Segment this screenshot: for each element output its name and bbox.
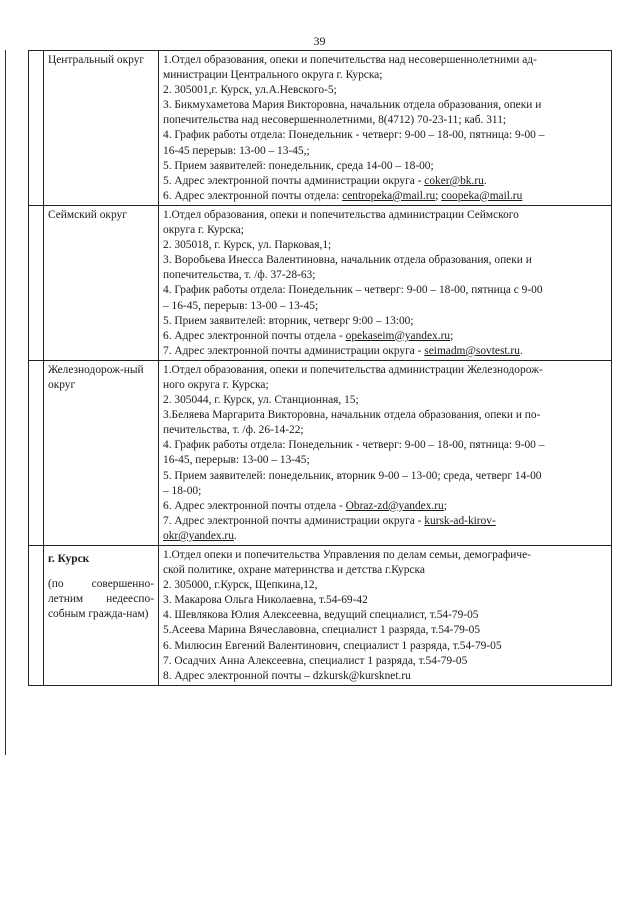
detail-text: 3.Беляева Маргарита Викторовна, начальник отдела образования, опеки и по- [163, 409, 541, 422]
detail-text: 7. Осадчих Анна Алексеевна, специалист 1 разряда, т.54-79-05 [163, 654, 468, 667]
table-row [29, 205, 612, 360]
detail-line [163, 393, 607, 408]
detail-text: 1.Отдел образования, опеки и попечительства администрации Железнодорож- [163, 363, 543, 376]
detail-line [163, 128, 607, 143]
email-link[interactable]: seimadm@sovtest.ru [424, 344, 520, 357]
email-link[interactable]: kursk-ad-kirov- [424, 514, 496, 527]
email-link[interactable]: coker@bk.ru [424, 174, 484, 187]
index-cell [29, 205, 44, 360]
detail-text: 4. График работы отдела: Понедельник – четверг: 9-00 – 18-00, пятница с 9-00 [163, 284, 543, 297]
detail-line [163, 363, 607, 378]
district-name: г. Курск [48, 553, 90, 565]
district-name: Центральный округ [48, 54, 145, 66]
details-cell [159, 51, 612, 206]
detail-text: 6. Адрес электронной почты отдела - [163, 499, 346, 512]
district-name: Сеймский округ [48, 208, 127, 221]
detail-text: ; [443, 499, 447, 512]
detail-text: 6. Милюсин Евгений Валентинович, специалист 1 разряда, т.54-79-05 [163, 639, 502, 652]
detail-text: 2. 305018, г. Курск, ул. Парковая,1; [163, 239, 332, 252]
detail-text: 2. 305000, г.Курск, Щепкина,12, [163, 579, 318, 592]
detail-text: ного округа г. Курска; [163, 378, 269, 391]
detail-text: ской политике, охране материнства и детства г.Курска [163, 564, 425, 577]
detail-text: 4. График работы отдела: Понедельник - четверг: 9-00 – 18-00, пятница: 9-00 – [163, 129, 545, 142]
detail-line [163, 529, 607, 544]
detail-text: печительства, т. /ф. 26-14-22; [163, 424, 304, 437]
email-link[interactable]: Obraz-zd@yandex.ru [345, 499, 444, 512]
detail-line [163, 438, 607, 453]
detail-line [163, 639, 607, 654]
district-cell [44, 205, 159, 360]
detail-line [163, 189, 607, 204]
email-link[interactable]: opekaseim@yandex.ru [345, 329, 451, 342]
table-row [29, 51, 612, 206]
detail-line [163, 514, 607, 529]
detail-text: . [483, 174, 487, 187]
table-row [29, 360, 612, 545]
detail-line [163, 329, 607, 344]
district-cell [44, 51, 159, 206]
detail-line [163, 608, 607, 623]
detail-line [163, 83, 607, 98]
detail-line [163, 98, 607, 113]
detail-line [163, 159, 607, 174]
detail-line [163, 578, 607, 593]
contacts-table [28, 50, 612, 686]
detail-text: округа г. Курска; [163, 224, 244, 237]
detail-text: 7. Адрес электронной почты администрации округа - [163, 344, 425, 357]
detail-line [163, 548, 607, 563]
detail-line [163, 113, 607, 128]
detail-line [163, 469, 607, 484]
detail-text: 3. Макарова Ольга Николаевна, т.54-69-42 [163, 594, 368, 607]
detail-line [163, 669, 607, 684]
detail-line [163, 268, 607, 283]
detail-line [163, 484, 607, 499]
detail-text: 4. Шевлякова Юлия Алексеевна, ведущий специалист, т.54-79-05 [163, 609, 479, 622]
district-name: Железнодорож-ный округ [48, 363, 144, 391]
detail-text: 4. График работы отдела: Понедельник - четверг: 9-00 – 18-00, пятница: 9-00 – [163, 439, 545, 452]
index-cell [29, 51, 44, 206]
contacts-table-container [28, 50, 612, 686]
detail-text: 7. Адрес электронной почты администрации округа - [163, 514, 425, 527]
detail-text: 16-45 перерыв: 13-00 – 13-45,; [163, 144, 310, 157]
table-row [29, 546, 612, 686]
detail-line [163, 223, 607, 238]
detail-line [163, 593, 607, 608]
detail-text: – 16-45, перерыв: 13-00 – 13-45; [163, 299, 319, 312]
detail-line [163, 174, 607, 189]
detail-text: 3. Воробьева Инесса Валентиновна, начальник отдела образования, опеки и [163, 254, 532, 267]
detail-text: 5. Прием заявителей: вторник, четверг 9:00 – 13:00; [163, 314, 414, 327]
detail-text: 6. Адрес электронной почты отдела - [163, 329, 346, 342]
detail-line [163, 314, 607, 329]
table-body [29, 51, 612, 686]
detail-text: попечительства, т. /ф. 37-28-63; [163, 269, 316, 282]
detail-line [163, 654, 607, 669]
detail-text: . [519, 344, 523, 357]
detail-line [163, 68, 607, 83]
detail-text: . [233, 529, 237, 542]
detail-line [163, 208, 607, 223]
index-cell [29, 360, 44, 545]
email-link[interactable]: centropeka@mail.ru [342, 189, 436, 202]
detail-line [163, 499, 607, 514]
detail-text: 5. Прием заявителей: понедельник, среда 14-00 – 18-00; [163, 159, 434, 172]
detail-text: 6. Адрес электронной почты отдела: [163, 189, 343, 202]
detail-text: 2. 305044, г. Курск, ул. Станционная, 15; [163, 394, 359, 407]
district-cell [44, 360, 159, 545]
page-number: 39 [313, 34, 326, 48]
details-cell [159, 360, 612, 545]
detail-line [163, 238, 607, 253]
detail-line [163, 344, 607, 359]
details-cell [159, 546, 612, 686]
detail-text: 16-45, перерыв: 13-00 – 13-45; [163, 454, 310, 467]
detail-line [163, 299, 607, 314]
email-link[interactable]: coopeka@mail.ru [441, 189, 523, 202]
detail-line [163, 423, 607, 438]
detail-line [163, 283, 607, 298]
detail-line [163, 408, 607, 423]
detail-text: 5.Асеева Марина Вячеславовна, специалист 1 разряда, т.54-79-05 [163, 624, 481, 637]
detail-text: 1.Отдел опеки и попечительства Управления по делам семьи, демографиче- [163, 549, 531, 561]
detail-line [163, 623, 607, 638]
detail-text: 3. Бикмухаметова Мария Викторовна, начальник отдела образования, опеки и [163, 99, 542, 112]
detail-line [163, 563, 607, 578]
email-link[interactable]: okr@yandex.ru [163, 529, 234, 542]
district-note: (по совершенно-летним недееспо-собным гражда-нам) [48, 578, 154, 621]
detail-text: – 18-00; [163, 484, 202, 497]
detail-text: 2. 305001,г. Курск, ул.А.Невского-5; [163, 84, 337, 97]
margin-rule [5, 50, 6, 755]
detail-text: 5. Прием заявителей: понедельник, вторник 9-00 – 13-00; среда, четверг 14-00 [163, 469, 542, 482]
index-cell [29, 546, 44, 686]
detail-line [163, 378, 607, 393]
detail-text: ; [450, 329, 454, 342]
detail-line [163, 144, 607, 159]
detail-text: 1.Отдел образования, опеки и попечительства над несовершеннолетними ад- [163, 54, 537, 66]
detail-line [163, 253, 607, 268]
detail-line [163, 453, 607, 468]
detail-text: ; [435, 189, 442, 202]
district-cell [44, 546, 159, 686]
details-cell [159, 205, 612, 360]
detail-text: попечительства над несовершеннолетними, 8(4712) 70-23-11; каб. 311; [163, 114, 507, 127]
detail-text: 8. Адрес электронной почты – dzkursk@kursknet.ru [163, 669, 411, 682]
detail-line [163, 53, 607, 68]
detail-text: 5. Адрес электронной почты администрации округа - [163, 174, 425, 187]
detail-text: 1.Отдел образования, опеки и попечительства администрации Сеймского [163, 208, 519, 221]
detail-text: министрации Центрального округа г. Курска; [163, 69, 383, 82]
